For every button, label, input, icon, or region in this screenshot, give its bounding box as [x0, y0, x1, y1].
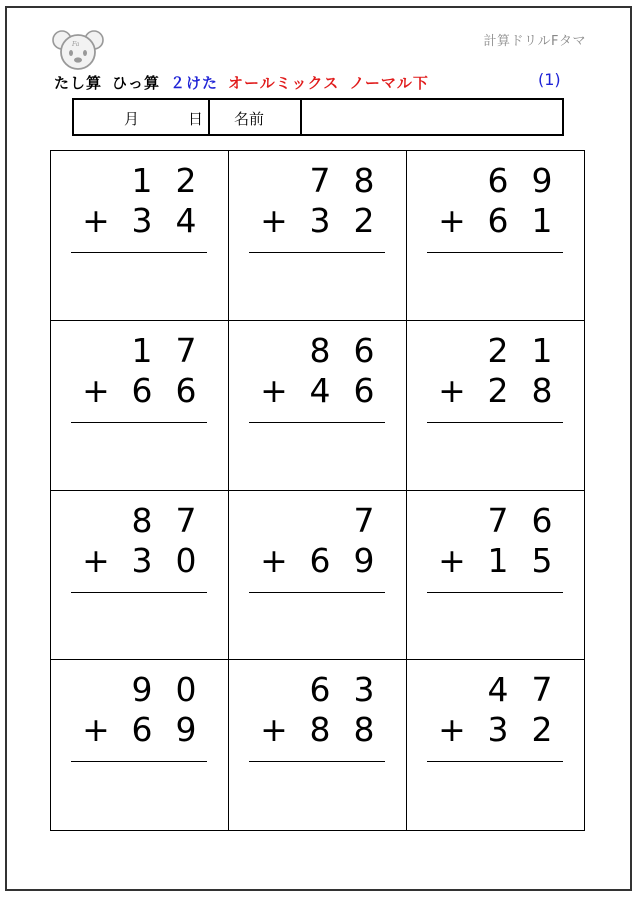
name-label: 名前	[234, 110, 265, 128]
addend-bottom	[51, 371, 228, 411]
plus-sign: +	[438, 710, 466, 750]
digit: 8	[531, 370, 553, 410]
problem-cell[interactable]	[229, 491, 407, 661]
logo-text: Fa	[72, 41, 80, 48]
digit: 6	[131, 370, 153, 410]
addend-bottom	[229, 541, 406, 581]
addend-bottom	[229, 371, 406, 411]
answer-line	[427, 592, 563, 593]
addend-top	[51, 161, 228, 201]
plus-sign: +	[438, 370, 466, 410]
addend-bottom	[407, 710, 584, 750]
addend-top	[229, 161, 406, 201]
answer-line	[71, 252, 207, 253]
title-part-2: ひっ算	[112, 74, 161, 92]
digit: 2	[487, 330, 509, 370]
problem-grid	[50, 150, 585, 831]
digit: 9	[175, 710, 197, 750]
answer-line	[427, 252, 563, 253]
addend-top	[407, 670, 584, 710]
problem-cell[interactable]	[229, 321, 407, 491]
name-label-cell	[210, 100, 302, 134]
answer-line	[71, 422, 207, 423]
digit: 8	[131, 500, 153, 540]
answer-line	[249, 422, 385, 423]
addend-top	[407, 331, 584, 371]
digit: 2	[487, 370, 509, 410]
plus-sign: +	[260, 370, 288, 410]
digit: 2	[353, 201, 375, 240]
plus-sign: +	[260, 201, 288, 240]
digit: 6	[309, 540, 331, 580]
digit: 4	[309, 370, 331, 410]
addend-bottom	[51, 541, 228, 581]
answer-line	[71, 592, 207, 593]
answer-line	[249, 252, 385, 253]
addend-top	[229, 501, 406, 541]
digit: 0	[175, 670, 197, 710]
digit: 9	[353, 540, 375, 580]
digit: 6	[353, 370, 375, 410]
problem-cell[interactable]	[407, 321, 584, 491]
digit: 7	[175, 330, 197, 370]
digit: 9	[531, 161, 553, 200]
digit: 6	[487, 161, 509, 200]
addend-bottom	[229, 710, 406, 750]
addend-top	[51, 331, 228, 371]
digit: 8	[353, 161, 375, 200]
plus-sign: +	[82, 710, 110, 750]
digit: 1	[531, 330, 553, 370]
problem-cell[interactable]	[51, 660, 229, 830]
title-part-1: たし算	[54, 74, 103, 92]
addend-bottom	[407, 541, 584, 581]
plus-sign: +	[260, 540, 288, 580]
worksheet-title	[54, 72, 429, 93]
digit: 4	[175, 201, 197, 240]
digit: 1	[531, 201, 553, 240]
addend-top	[229, 331, 406, 371]
addend-bottom	[229, 201, 406, 241]
digit: 6	[531, 500, 553, 540]
day-label: 日	[188, 110, 204, 128]
problem-cell[interactable]	[51, 491, 229, 661]
problem-cell[interactable]	[407, 151, 584, 321]
digit: 6	[175, 370, 197, 410]
digit: 3	[131, 540, 153, 580]
digit: 5	[531, 540, 553, 580]
bear-logo-icon	[50, 28, 106, 72]
digit: 8	[309, 710, 331, 750]
digit: 6	[131, 710, 153, 750]
problem-cell[interactable]	[51, 321, 229, 491]
addend-top	[407, 501, 584, 541]
answer-line	[249, 592, 385, 593]
digit: 6	[309, 670, 331, 710]
digit: 7	[309, 161, 331, 200]
digit: 6	[487, 201, 509, 240]
digit: 6	[353, 330, 375, 370]
digit: 7	[175, 500, 197, 540]
plus-sign: +	[438, 201, 466, 240]
digit: 3	[487, 710, 509, 750]
digit: 7	[487, 500, 509, 540]
problem-cell[interactable]	[229, 151, 407, 321]
addend-top	[407, 161, 584, 201]
addend-bottom	[407, 371, 584, 411]
sheet-number: (1)	[538, 70, 561, 89]
addend-top	[51, 501, 228, 541]
answer-line	[249, 761, 385, 762]
plus-sign: +	[438, 540, 466, 580]
problem-cell[interactable]	[229, 660, 407, 830]
month-label: 月	[124, 110, 140, 128]
problem-cell[interactable]	[407, 491, 584, 661]
addend-top	[51, 670, 228, 710]
addend-top	[229, 670, 406, 710]
plus-sign: +	[82, 201, 110, 240]
digit: 4	[487, 670, 509, 710]
digit: 8	[309, 330, 331, 370]
addend-bottom	[51, 201, 228, 241]
addend-bottom	[407, 201, 584, 241]
problem-cell[interactable]	[51, 151, 229, 321]
digit: 1	[487, 540, 509, 580]
digit: 3	[309, 201, 331, 240]
problem-cell[interactable]	[407, 660, 584, 830]
plus-sign: +	[82, 540, 110, 580]
digit: 8	[353, 710, 375, 750]
title-part-3: ２けた	[170, 74, 219, 92]
date-field[interactable]	[74, 100, 210, 134]
digit: 3	[353, 670, 375, 710]
addend-bottom	[51, 710, 228, 750]
plus-sign: +	[82, 370, 110, 410]
answer-line	[427, 422, 563, 423]
plus-sign: +	[260, 710, 288, 750]
digit: 3	[131, 201, 153, 240]
answer-line	[71, 761, 207, 762]
digit: 7	[353, 500, 375, 540]
digit: 1	[131, 161, 153, 200]
digit: 2	[175, 161, 197, 200]
answer-line	[427, 761, 563, 762]
digit: 2	[531, 710, 553, 750]
title-part-4: オールミックス	[228, 74, 340, 92]
digit: 9	[131, 670, 153, 710]
digit: 0	[175, 540, 197, 580]
digit: 1	[131, 330, 153, 370]
title-part-5: ノーマル下	[349, 74, 429, 92]
name-field[interactable]	[302, 100, 562, 134]
name-box	[72, 98, 564, 136]
brand-name: 計算ドリルFタマ	[483, 34, 586, 49]
digit: 7	[531, 670, 553, 710]
